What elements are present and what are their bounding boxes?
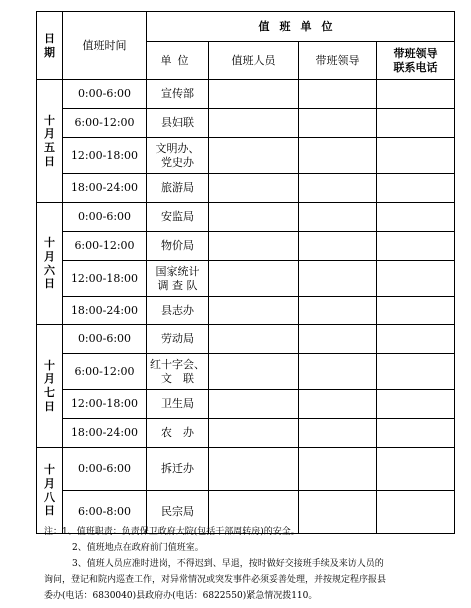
table-row [37,325,455,354]
phone-cell[interactable] [377,174,455,203]
duty-unit-line: 卫生局 [161,397,194,411]
table-row [37,261,455,297]
staff-cell[interactable] [209,203,299,232]
header-date-char-2: 期 [44,45,55,59]
day-label-char: 日 [44,504,55,518]
time-slot: 18:00-24:00 [63,174,147,203]
day-label-char: 日 [44,277,55,291]
note-1-text: 1、值班职责：负责保卫政府大院(包括干部周转房)的安全。 [62,527,300,537]
time-slot: 12:00-18:00 [63,261,147,297]
note-3-text-b: 询问，登记和院内巡查工作，对异常情况或突发事件必须妥善处理，并按规定程序报县 [44,575,387,585]
day-label-char: 八 [44,490,55,504]
duty-unit-line: 安监局 [161,210,194,224]
table-row [37,203,455,232]
phone-cell[interactable] [377,390,455,419]
phone-cell[interactable] [377,80,455,109]
duty-unit-line: 民宗局 [161,505,194,519]
duty-unit-line: 党史办 [161,155,194,169]
day-label-char: 月 [44,372,55,386]
duty-unit-line: 宣传部 [161,87,194,101]
table-row [37,297,455,325]
staff-cell[interactable] [209,419,299,448]
time-slot: 0:00-6:00 [63,80,147,109]
duty-unit [147,448,209,491]
leader-cell[interactable] [299,419,377,448]
phone-cell[interactable] [377,354,455,390]
header-duty-units: 值班单位 [147,12,455,42]
duty-unit [147,261,209,297]
note-3 [44,556,462,572]
staff-cell[interactable] [209,232,299,261]
staff-cell[interactable] [209,354,299,390]
staff-cell[interactable] [209,109,299,138]
header-staff: 值班人员 [209,42,299,80]
header-date [37,12,63,80]
note-3-continued [44,572,462,588]
leader-cell[interactable] [299,138,377,174]
table-row [37,109,455,138]
day-label-char: 十 [44,113,55,127]
leader-cell[interactable] [299,448,377,491]
note-3-continued-2 [44,588,462,604]
duty-table [36,11,455,534]
header-phone-line-1: 带班领导 [393,46,438,60]
table-row [37,80,455,109]
day-label-char: 六 [44,263,55,277]
duty-unit-line: 国家统计 [155,264,200,278]
duty-unit [147,390,209,419]
day-label-char: 五 [44,141,55,154]
phone-cell[interactable] [377,448,455,491]
header-leader: 带班领导 [299,42,377,80]
table-row [37,138,455,174]
phone-cell[interactable] [377,232,455,261]
time-slot: 12:00-18:00 [63,138,147,174]
duty-unit-line: 文明办、 [155,141,200,155]
leader-cell[interactable] [299,354,377,390]
duty-unit [147,203,209,232]
day-label-char: 十 [44,236,55,249]
time-slot: 0:00-6:00 [63,203,147,232]
day-label-char: 日 [44,154,55,168]
table-row [37,174,455,203]
leader-cell[interactable] [299,390,377,419]
duty-unit [147,325,209,354]
note-1 [44,524,462,540]
phone-cell[interactable] [377,261,455,297]
day-label [37,448,63,534]
day-label-char: 月 [44,249,55,263]
leader-cell[interactable] [299,261,377,297]
day-label-char: 月 [44,127,55,141]
duty-unit-line: 物价局 [161,239,194,253]
note-prefix: 注： [44,527,63,537]
phone-cell[interactable] [377,419,455,448]
duty-unit-line: 旅游局 [161,181,194,195]
day-label-char: 月 [44,476,55,490]
duty-unit [147,354,209,390]
leader-cell[interactable] [299,325,377,354]
duty-unit [147,109,209,138]
staff-cell[interactable] [209,261,299,297]
leader-cell[interactable] [299,232,377,261]
header-leader-phone [377,42,455,80]
day-label-char: 七 [44,386,55,399]
day-label [37,203,63,325]
note-3-text-a: 3、值班人员应准时进岗，不得迟到、早退，按时做好交接班手续及来访人员的 [72,559,384,569]
note-2 [44,540,462,556]
duty-unit-line: 文 联 [161,371,194,385]
duty-unit-line: 县志办 [161,303,194,317]
duty-unit-line: 红十字会、 [150,357,205,371]
duty-unit [147,419,209,448]
time-slot: 6:00-12:00 [63,354,147,390]
staff-cell[interactable] [209,138,299,174]
day-label [37,325,63,448]
day-label [37,80,63,203]
leader-cell[interactable] [299,174,377,203]
header-unit: 单位 [147,42,209,80]
staff-cell[interactable] [209,448,299,491]
day-label-char: 十 [44,358,55,372]
table-row [37,354,455,390]
duty-unit [147,297,209,325]
duty-unit-line: 调 查 队 [157,278,198,292]
phone-cell[interactable] [377,297,455,325]
notes [44,524,462,604]
day-label-char: 日 [44,399,55,413]
duty-unit-line: 农 办 [161,426,194,440]
header-date-char-1: 日 [44,31,55,45]
staff-cell[interactable] [209,80,299,109]
table-row [37,419,455,448]
time-slot: 6:00-12:00 [63,109,147,138]
time-slot: 0:00-6:00 [63,325,147,354]
duty-unit-line: 县妇联 [161,116,194,130]
staff-cell[interactable] [209,325,299,354]
duty-unit-line: 劳动局 [161,332,194,346]
header-phone-line-2: 联系电话 [393,60,438,74]
header-time: 值班时间 [63,12,147,80]
note-2-text: 2、值班地点在政府前门值班室。 [72,543,204,553]
phone-cell[interactable] [377,109,455,138]
time-slot: 6:00-12:00 [63,232,147,261]
note-3-text-c: 委办(电话：6830040)县政府办(电话：6822550)紧急情况拨110。 [44,591,318,601]
time-slot: 18:00-24:00 [63,297,147,325]
leader-cell[interactable] [299,203,377,232]
time-slot: 12:00-18:00 [63,390,147,419]
staff-cell[interactable] [209,297,299,325]
table-row [37,232,455,261]
duty-unit [147,138,209,174]
phone-cell[interactable] [377,138,455,174]
phone-cell[interactable] [377,325,455,354]
table-row [37,390,455,419]
duty-roster [36,11,455,534]
time-slot: 6:00-8:00 [63,491,147,534]
duty-unit-line: 拆迁办 [161,462,194,476]
leader-cell[interactable] [299,80,377,109]
duty-unit [147,80,209,109]
leader-cell[interactable] [299,109,377,138]
duty-unit [147,174,209,203]
staff-cell[interactable] [209,390,299,419]
table-row [37,448,455,491]
phone-cell[interactable] [377,203,455,232]
staff-cell[interactable] [209,174,299,203]
time-slot: 18:00-24:00 [63,419,147,448]
duty-unit [147,232,209,261]
leader-cell[interactable] [299,297,377,325]
time-slot: 0:00-6:00 [63,448,147,491]
day-label-char: 十 [44,463,55,476]
